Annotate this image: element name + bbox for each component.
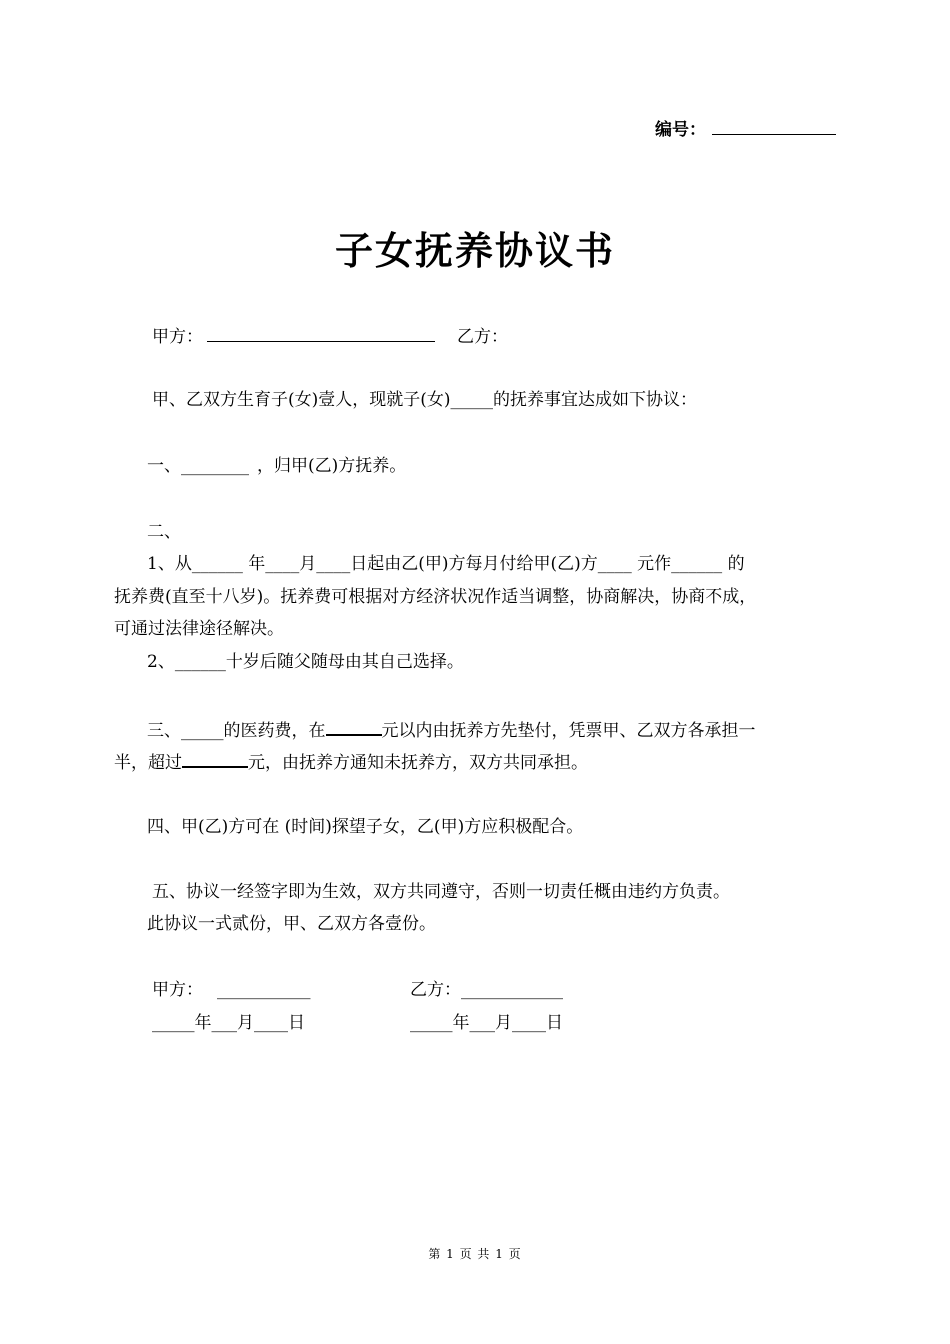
signature-party-b-label: 乙方： [410,980,461,1000]
item-1-text-month: 月 [299,554,317,574]
clause-3-line-2 [114,748,588,775]
clause-4: 四、甲(乙)方可在 (时间)探望子女，乙(甲)方应积极配合。 [147,817,584,837]
clause-2-item-1-line-2: 抚养费(直至十八岁)。抚养费可根据对方经济状况作适当调整，协商解决，协商不成， [114,587,757,607]
intro-text-after: 的抚养事宜达成如下协议： [493,390,698,410]
item-1-text-payment: 日起由乙(甲)方每月付给甲(乙)方 [350,554,598,574]
date-a-month-blank[interactable]: ___ [211,1013,237,1033]
clause-1-blank[interactable]: ________ [181,456,249,476]
party-a-label: 甲方： [152,327,203,347]
clause-1 [147,454,406,478]
parties-row [152,323,508,349]
clause-3-text-4: 元，由抚养方通知未抚养方，双方共同承担。 [248,753,588,773]
item-2-prefix: 2、 [147,652,175,672]
document-number [655,115,836,140]
start-year-blank[interactable]: ______ [191,554,243,574]
clause-2-item-1-line-3: 可通过法律途径解决。 [114,619,284,639]
date-b-year-blank[interactable]: _____ [410,1013,453,1033]
clause-3-prefix: 三、 [147,721,181,741]
page-title: 子女抚养协议书 [334,228,615,273]
start-month-blank[interactable]: ____ [265,554,300,574]
date-b-day-blank[interactable]: ____ [512,1013,546,1033]
clause-5-line-1: 五、协议一经签字即为生效，双方共同遵守，否则一切责任概由违约方负责。 [152,882,730,902]
date-b-day-label: 日 [546,1013,563,1033]
signature-party-a-blank[interactable]: ___________ [217,980,311,1000]
intro-text-before: 甲、乙双方生育子(女)壹人，现就子(女) [152,390,451,410]
purpose-blank[interactable]: ______ [671,554,723,574]
item-2-blank[interactable]: ______ [174,652,226,672]
party-a-field[interactable] [207,323,435,342]
date-a-year-blank[interactable]: _____ [152,1013,195,1033]
clause-1-suffix: ，归甲(乙)方抚养。 [257,456,407,476]
signature-date-b [410,1011,563,1035]
document-number-field[interactable] [712,116,836,135]
date-b-month-blank[interactable]: ___ [469,1013,495,1033]
document-number-label: 编号： [655,120,706,140]
clause-2-item-1-line-1 [147,552,745,576]
clause-3-text-2: 元以内由抚养方先垫付，凭票甲、乙双方各承担一 [381,721,756,741]
clause-5-line-2: 此协议一式贰份，甲、乙双方各壹份。 [147,914,436,934]
date-b-month-label: 月 [495,1013,512,1033]
party-b-label: 乙方： [457,327,508,347]
item-1-text-year: 年 [248,554,266,574]
clause-1-prefix: 一、 [147,456,181,476]
signature-date-a [152,1011,305,1035]
signature-party-b [410,978,563,1002]
clause-3-text-3: 半，超过 [114,753,182,773]
child-name-blank[interactable]: _____ [450,390,494,410]
clause-2-heading: 二、 [147,522,181,542]
clause-3-blank[interactable]: _____ [181,721,224,741]
date-a-day-label: 日 [288,1013,305,1033]
excess-amount-field[interactable] [182,748,248,768]
intro-paragraph [152,388,697,412]
amount-blank[interactable]: ____ [597,554,632,574]
signature-party-b-blank[interactable]: ____________ [461,980,563,1000]
page-footer: 第 1 页 共 1 页 [428,1247,522,1261]
medical-limit-field[interactable] [326,716,382,736]
date-a-month-label: 月 [237,1013,254,1033]
date-b-year-label: 年 [452,1013,470,1033]
clause-2-item-2 [147,650,464,674]
item-1-text-of: 的 [727,554,745,574]
item-1-text-from: 1、从 [147,554,192,574]
signature-party-a-label: 甲方： [152,980,203,1000]
item-1-text-yuan: 元作 [637,554,672,574]
item-2-suffix: 十岁后随父随母由其自己选择。 [225,652,464,672]
start-day-blank[interactable]: ____ [316,554,351,574]
signature-party-a [152,978,311,1002]
date-a-year-label: 年 [194,1013,212,1033]
clause-3-text-1: 的医药费，在 [223,721,326,741]
clause-3-line-1 [147,716,756,743]
date-a-day-blank[interactable]: ____ [254,1013,288,1033]
